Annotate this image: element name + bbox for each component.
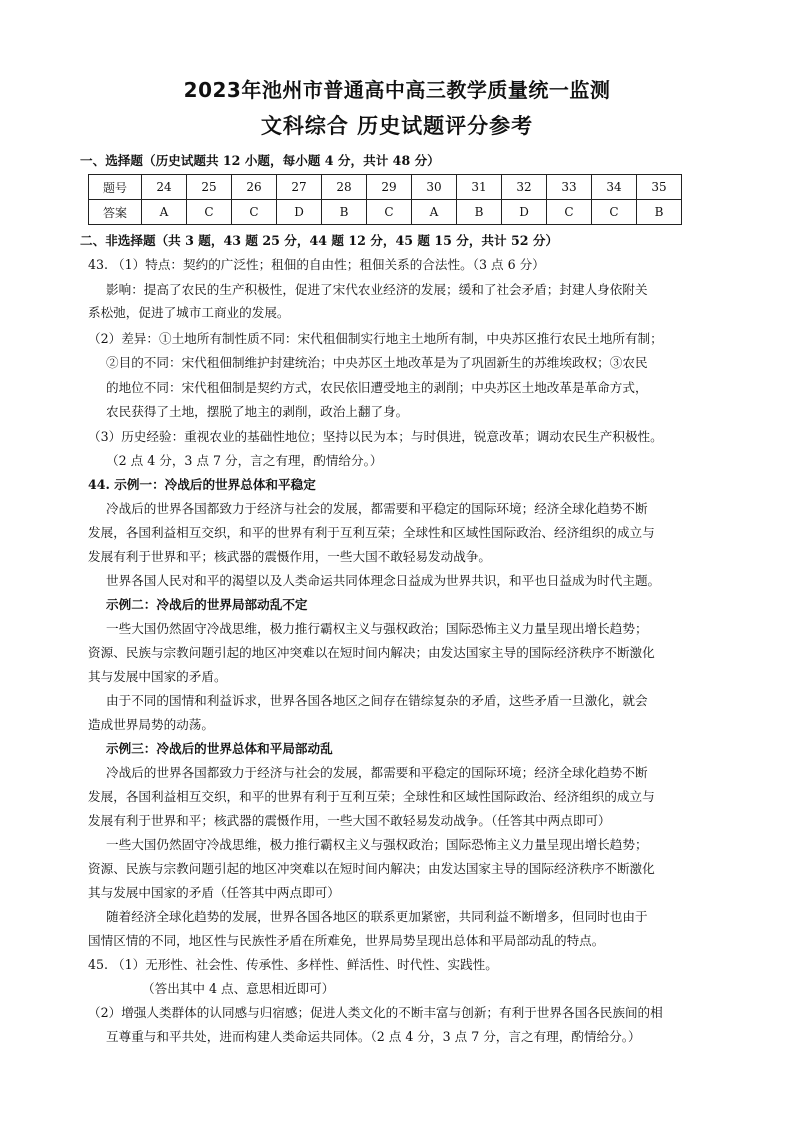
text-line: 互尊重与和平共处，进而构建人类命运共同体。（2 点 4 分，3 点 7 分，言之有理，酌情给分。）	[106, 1029, 641, 1044]
section2-heading: 二、非选择题（共 3 题，43 题 25 分，44 题 12 分，45 题 15 分，共计 52 分）	[80, 233, 559, 248]
text-line: 其与发展中国家的矛盾。	[88, 669, 227, 684]
answer-cell: C	[232, 200, 277, 225]
text-line: 系松弛，促进了城市工商业的发展。	[88, 305, 290, 320]
question-number-cell: 30	[412, 175, 457, 200]
question-number-cell: 27	[277, 175, 322, 200]
question-number-cell: 32	[502, 175, 547, 200]
answer-cell: A	[412, 200, 457, 225]
text-line: ②目的不同：宋代租佃制维护封建统治；中央苏区土地改革是为了巩固新生的苏维埃政权；③农民	[106, 355, 648, 370]
text-line: 影响：提高了农民的生产积极性，促进了宋代农业经济的发展；缓和了社会矛盾；封建人身依附关	[106, 282, 648, 297]
question-number-cell: 34	[592, 175, 637, 200]
document-subtitle: 文科综合 历史试题评分参考	[260, 114, 534, 138]
answer-cell: B	[637, 200, 682, 225]
answer-table	[88, 174, 682, 225]
text-line: （答出其中 4 点、意思相近即可）	[142, 981, 335, 996]
answer-cell: B	[457, 200, 502, 225]
text-line: （2 点 4 分，3 点 7 分，言之有理，酌情给分。）	[106, 453, 383, 468]
answer-cell: C	[367, 200, 412, 225]
text-line: 世界各国人民对和平的渴望以及人类命运共同体理念日益成为世界共识，和平也日益成为时代主题。	[106, 573, 661, 588]
text-line: 发展有利于世界和平；核武器的震慑作用，一些大国不敢轻易发动战争。	[88, 549, 491, 564]
text-line: 随着经济全球化趋势的发展，世界各国各地区的联系更加紧密，共同利益不断增多，但同时也由于	[106, 909, 648, 924]
answer-cell: C	[592, 200, 637, 225]
question-number-cell: 24	[142, 175, 187, 200]
table-header-cell: 题号	[89, 175, 142, 200]
question-number-cell: 28	[322, 175, 367, 200]
answer-cell: D	[502, 200, 547, 225]
answer-cell: C	[187, 200, 232, 225]
example-heading: 44. 示例一：冷战后的世界总体和平稳定	[88, 477, 316, 492]
question-number-cell: 29	[367, 175, 412, 200]
text-line: 43. （1）特点：契约的广泛性；租佃的自由性；租佃关系的合法性。（3 点 6 分）	[88, 257, 545, 272]
answer-table-row-numbers	[89, 175, 682, 200]
text-line: （3）历史经验：重视农业的基础性地位；坚持以民为本；与时俱进，锐意改革；调动农民生产积极性。	[88, 429, 663, 444]
document-title: 2023年池州市普通高中高三教学质量统一监测	[183, 78, 611, 102]
text-line: 造成世界局势的动荡。	[88, 717, 214, 732]
text-line: 冷战后的世界各国都致力于经济与社会的发展，都需要和平稳定的国际环境；经济全球化趋势不断	[106, 765, 648, 780]
answer-cell: C	[547, 200, 592, 225]
answer-table-row-answers	[89, 200, 682, 225]
table-header-cell: 答案	[89, 200, 142, 225]
text-line: 发展，各国利益相互交织，和平的世界有利于互利互荣；全球性和区域性国际政治、经济组织的成立与	[88, 525, 655, 540]
question-number-cell: 31	[457, 175, 502, 200]
answer-cell: A	[142, 200, 187, 225]
text-line: （2）增强人类群体的认同感与归宿感；促进人类文化的不断丰富与创新；有利于世界各国各民族间的相	[88, 1005, 663, 1020]
text-line: 资源、民族与宗教问题引起的地区冲突难以在短时间内解决；由发达国家主导的国际经济秩序不断激化	[88, 861, 655, 876]
text-line: 国情区情的不同，地区性与民族性矛盾在所难免，世界局势呈现出总体和平局部动乱的特点。	[88, 933, 605, 948]
answer-cell: B	[322, 200, 367, 225]
text-line: 发展，各国利益相互交织，和平的世界有利于互利互荣；全球性和区域性国际政治、经济组织的成立与	[88, 789, 655, 804]
question-number-cell: 33	[547, 175, 592, 200]
text-line: 农民获得了土地，摆脱了地主的剥削，政治上翻了身。	[106, 404, 409, 419]
text-line: 其与发展中国家的矛盾（任答其中两点即可）	[88, 885, 340, 900]
question-number-cell: 26	[232, 175, 277, 200]
text-line: 45. （1）无形性、社会性、传承性、多样性、鲜活性、时代性、实践性。	[88, 957, 498, 972]
text-line: （2）差异：①土地所有制性质不同：宋代租佃制实行地主土地所有制，中央苏区推行农民土地所有制；	[88, 331, 663, 346]
text-line: 的地位不同：宋代租佃制是契约方式，农民依旧遭受地主的剥削；中央苏区土地改革是革命方式，	[106, 380, 648, 395]
text-line: 一些大国仍然固守冷战思维，极力推行霸权主义与强权政治；国际恐怖主义力量呈现出增长趋势；	[106, 837, 648, 852]
question-number-cell: 35	[637, 175, 682, 200]
section1-heading: 一、选择题（历史试题共 12 小题，每小题 4 分，共计 48 分）	[80, 153, 440, 168]
text-line: 资源、民族与宗教问题引起的地区冲突难以在短时间内解决；由发达国家主导的国际经济秩序不断激化	[88, 645, 655, 660]
answer-cell: D	[277, 200, 322, 225]
text-line: 发展有利于世界和平；核武器的震慑作用，一些大国不敢轻易发动战争。（任答其中两点即可）	[88, 813, 611, 828]
example-heading: 示例二：冷战后的世界局部动乱不定	[106, 597, 308, 612]
text-line: 由于不同的国情和利益诉求，世界各国各地区之间存在错综复杂的矛盾，这些矛盾一旦激化，就会	[106, 693, 648, 708]
example-heading: 示例三：冷战后的世界总体和平局部动乱	[106, 741, 333, 756]
text-line: 冷战后的世界各国都致力于经济与社会的发展，都需要和平稳定的国际环境；经济全球化趋势不断	[106, 501, 648, 516]
text-line: 一些大国仍然固守冷战思维，极力推行霸权主义与强权政治；国际恐怖主义力量呈现出增长趋势；	[106, 621, 648, 636]
question-number-cell: 25	[187, 175, 232, 200]
